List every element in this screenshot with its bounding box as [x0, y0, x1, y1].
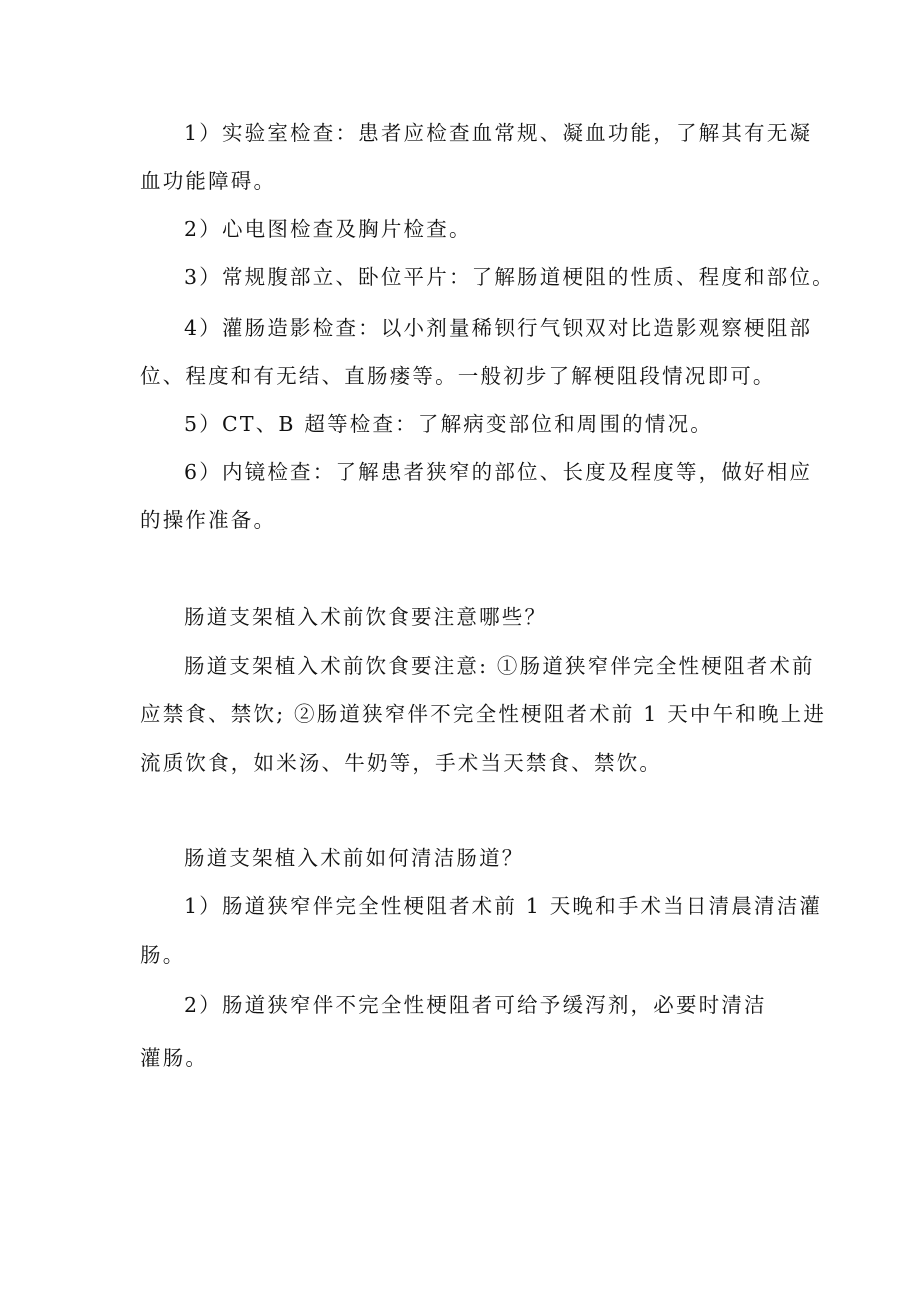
- diet-question: 肠道支架植入术前饮食要注意哪些？: [184, 605, 548, 629]
- diet-answer-line-1: 肠道支架植入术前饮食要注意: ①肠道狭窄伴完全性梗阻者术前: [184, 654, 815, 678]
- bowel-prep-item-2-line-1: 2）肠道狭窄伴不完全性梗阻者可给予缓泻剂，必要时清洁: [184, 993, 767, 1017]
- exam-item-6-line-2: 的操作准备。: [140, 508, 277, 532]
- exam-item-1-line-1: 1）实验室检查：患者应检查血常规、凝血功能，了解其有无凝: [184, 121, 813, 145]
- exam-item-5-line-1: 5）CT、B 超等检查：了解病变部位和周围的情况。: [184, 412, 713, 436]
- bowel-prep-item-1-line-2: 肠。: [140, 943, 186, 967]
- diet-answer-line-2: 应禁食、禁饮; ②肠道狭窄伴不完全性梗阻者术前 1 天中午和晚上进: [140, 702, 827, 726]
- exam-item-6-line-1: 6）内镜检查：了解患者狭窄的部位、长度及程度等，做好相应: [184, 460, 813, 484]
- bowel-prep-item-1-line-1: 1）肠道狭窄伴完全性梗阻者术前 1 天晚和手术当日清晨清洁灌: [184, 894, 823, 918]
- diet-answer-line-3: 流质饮食，如米汤、牛奶等，手术当天禁食、禁饮。: [140, 751, 663, 775]
- exam-item-4-line-1: 4）灌肠造影检查：以小剂量稀钡行气钡双对比造影观察梗阻部: [184, 316, 813, 340]
- exam-item-2-line-1: 2）心电图检查及胸片检查。: [184, 217, 472, 241]
- exam-item-4-line-2: 位、程度和有无结、直肠瘘等。一般初步了解梗阻段情况即可。: [140, 364, 776, 388]
- exam-item-3-line-1: 3）常规腹部立、卧位平片：了解肠道梗阻的性质、程度和部位。: [184, 265, 835, 289]
- bowel-prep-question: 肠道支架植入术前如何清洁肠道？: [184, 846, 525, 870]
- bowel-prep-item-2-line-2: 灌肠。: [140, 1046, 209, 1070]
- exam-item-1-line-2: 血功能障碍。: [140, 169, 277, 193]
